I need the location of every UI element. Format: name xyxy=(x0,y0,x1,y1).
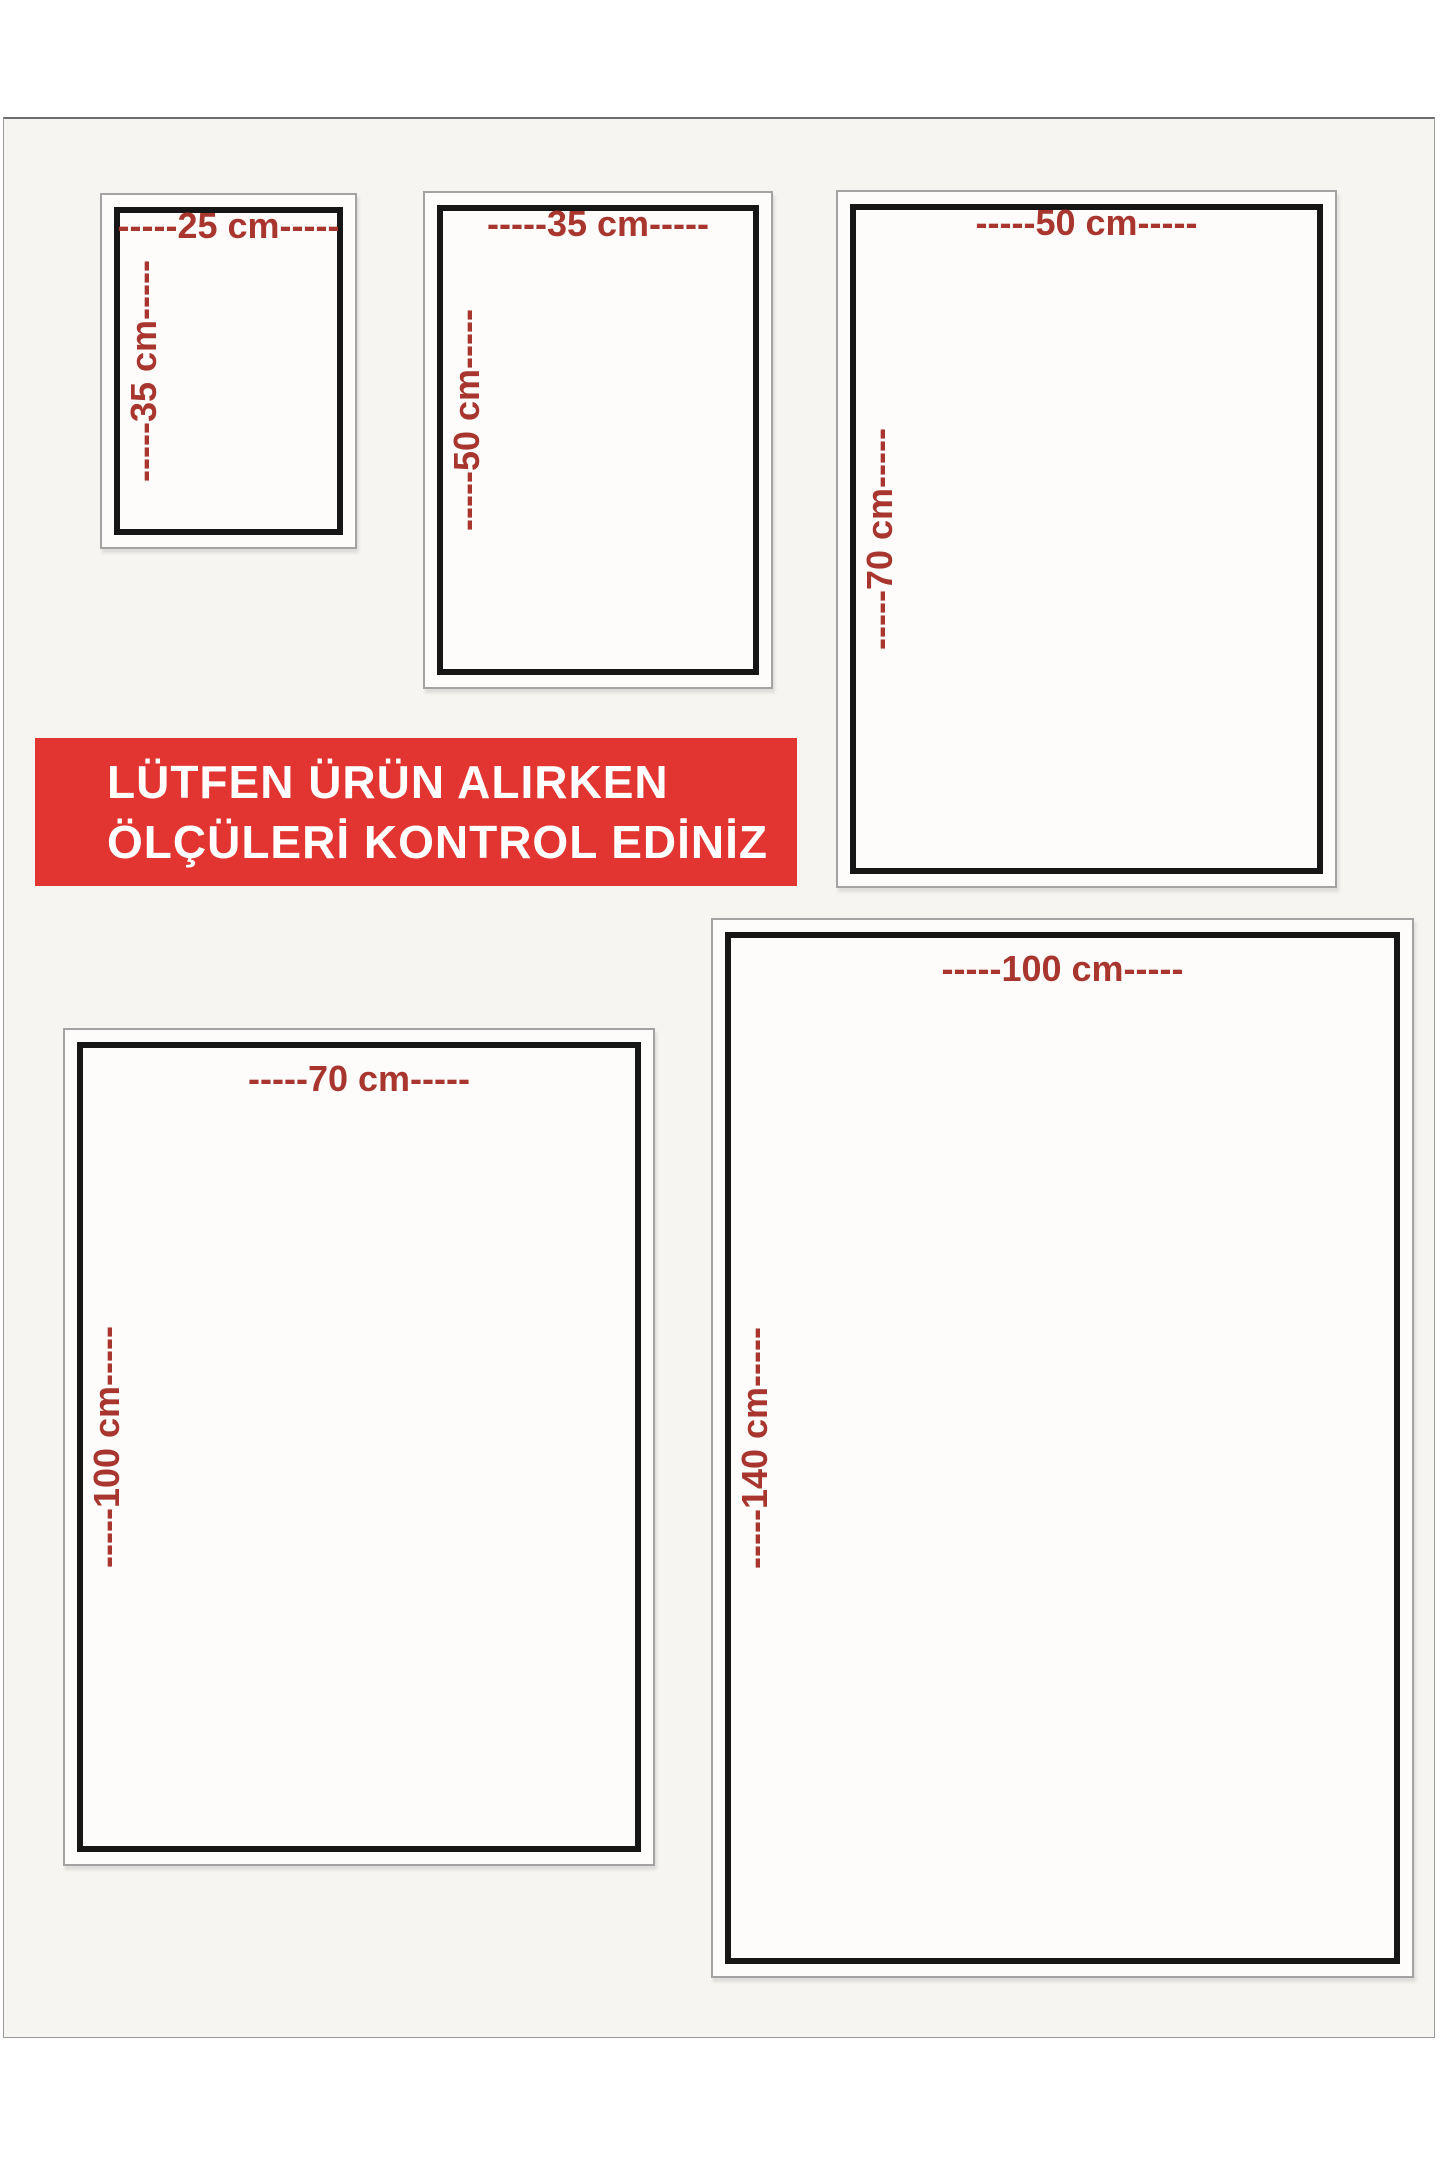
width-label-100cm: -----100 cm----- xyxy=(941,948,1184,989)
notice-banner-line-2: ÖLÇÜLERİ KONTROL EDİNİZ xyxy=(107,816,769,868)
size-box-25x35 xyxy=(100,193,357,549)
height-label-35cm: -----35 cm----- xyxy=(123,260,164,482)
size-box-70x100 xyxy=(63,1028,655,1866)
width-label-50cm: -----50 cm----- xyxy=(975,202,1198,243)
notice-banner-line-1: LÜTFEN ÜRÜN ALIRKEN xyxy=(107,756,669,808)
height-label-50cm: -----50 cm----- xyxy=(446,309,487,532)
size-box-50x70-frame xyxy=(850,204,1323,874)
height-label-140cm: -----140 cm----- xyxy=(734,1327,775,1569)
notice-banner xyxy=(35,738,797,886)
width-label-70cm: -----70 cm----- xyxy=(248,1058,470,1099)
height-label-100cm: -----100 cm----- xyxy=(86,1326,127,1568)
size-box-35x50 xyxy=(423,191,773,689)
height-label-70cm: -----70 cm----- xyxy=(859,428,900,650)
width-label-35cm: -----35 cm----- xyxy=(487,203,709,244)
size-box-100x140-frame xyxy=(725,932,1400,1964)
size-box-100x140 xyxy=(711,918,1414,1978)
size-box-70x100-frame xyxy=(77,1042,641,1852)
size-box-50x70 xyxy=(836,190,1337,888)
width-label-25cm: -----25 cm----- xyxy=(117,205,340,246)
